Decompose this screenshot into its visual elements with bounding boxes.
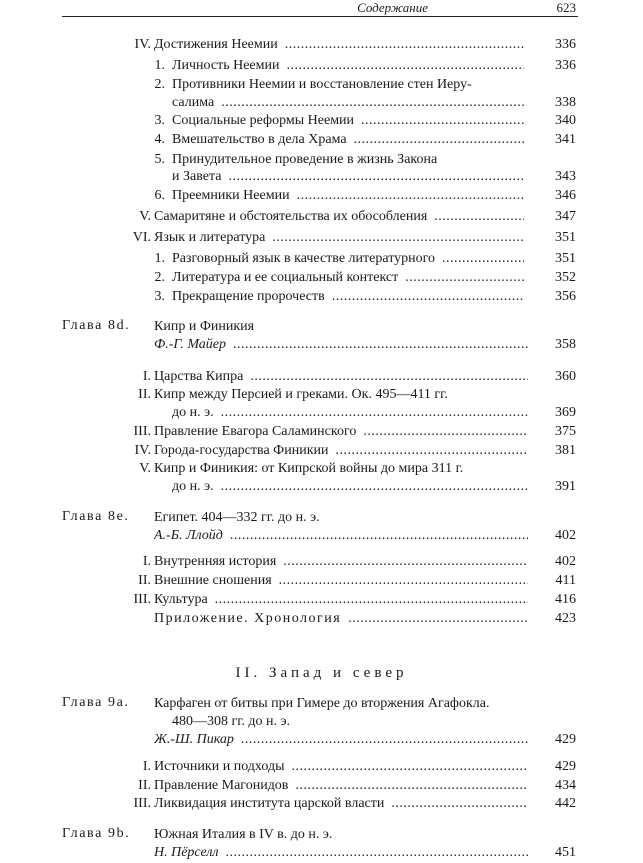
toc-entry[interactable]: [0, 460, 643, 478]
toc-entry[interactable]: [0, 777, 643, 795]
item-number: 1.: [154, 58, 165, 73]
page-ref: 358: [555, 337, 576, 352]
toc-entry[interactable]: [0, 168, 643, 186]
toc-entry[interactable]: [0, 94, 643, 112]
toc-entry[interactable]: [0, 591, 643, 609]
roman-numeral: II.: [138, 387, 151, 402]
item-number: 5.: [154, 152, 165, 167]
toc-entry[interactable]: [0, 112, 643, 130]
toc-entry[interactable]: [0, 386, 643, 404]
entry-title: Вмешательство в дела Храма .....: [172, 131, 524, 149]
toc-entry[interactable]: [0, 509, 643, 527]
chapter-label: Глава 9b.: [62, 826, 131, 841]
entry-title: Кипр между Персией и греками. Ок. 495—411 гг.: [154, 387, 448, 402]
entry-title: Ж.-Ш. Пикар .....: [154, 731, 528, 749]
roman-numeral: III.: [133, 592, 151, 607]
toc-entry[interactable]: [0, 288, 643, 306]
toc-entry[interactable]: [0, 844, 643, 862]
toc-entry[interactable]: [0, 553, 643, 571]
page-ref: 429: [555, 732, 576, 747]
page-ref: 356: [555, 289, 576, 304]
entry-title: Кипр и Финикия: от Кипрской войны до мира 311 г.: [154, 461, 464, 476]
page-ref: 351: [555, 251, 576, 266]
toc-entry[interactable]: [0, 610, 643, 628]
running-title: Содержание: [357, 0, 428, 15]
toc-entry[interactable]: [0, 336, 643, 354]
entry-title: Города-государства Финикии .....: [154, 442, 528, 460]
entry-title: Прекращение пророчеств .....: [172, 288, 524, 306]
roman-numeral: I.: [142, 759, 151, 774]
roman-numeral: II.: [138, 778, 151, 793]
toc-entry[interactable]: [0, 795, 643, 813]
toc-entry[interactable]: [0, 758, 643, 776]
entry-title: Внешние сношения .....: [154, 572, 528, 590]
page-ref: 351: [555, 230, 576, 245]
entry-title: Преемники Неемии .....: [172, 187, 524, 205]
entry-title: салима .....: [172, 94, 524, 112]
toc-entry[interactable]: [0, 57, 643, 75]
entry-title: Карфаген от битвы при Гимере до вторжения Агафокла.: [154, 696, 490, 711]
toc-entry[interactable]: [0, 187, 643, 205]
item-number: 2.: [154, 270, 165, 285]
page-ref: 352: [555, 270, 576, 285]
page-ref: 411: [555, 573, 576, 588]
page-ref: 347: [555, 209, 576, 224]
page-ref: 423: [555, 611, 576, 626]
toc-entry[interactable]: [0, 250, 643, 268]
roman-numeral: I.: [142, 369, 151, 384]
chapter-label: Глава 8e.: [62, 509, 130, 524]
entry-title: Разговорный язык в качестве литературного .....: [172, 250, 524, 268]
page-ref: 402: [555, 554, 576, 569]
toc-entry[interactable]: [0, 208, 643, 226]
toc-entry[interactable]: [0, 826, 643, 844]
entry-title: Внутренняя история .....: [154, 553, 528, 571]
toc-entry[interactable]: [0, 404, 643, 422]
toc-entry[interactable]: [0, 423, 643, 441]
page-ref: 369: [555, 405, 576, 420]
toc-entry[interactable]: [0, 572, 643, 590]
roman-numeral: V.: [139, 209, 151, 224]
toc-entry[interactable]: [0, 442, 643, 460]
toc-entry[interactable]: [0, 478, 643, 496]
item-number: 2.: [154, 77, 165, 92]
chapter-label: Глава 8d.: [62, 318, 131, 333]
running-header: [62, 0, 578, 17]
entry-title: Правление Магонидов .....: [154, 777, 528, 795]
entry-title: Культура .....: [154, 591, 528, 609]
entry-title: Н. Пёрселл .....: [154, 844, 528, 862]
page-ref: 336: [555, 37, 576, 52]
roman-numeral: VI.: [132, 230, 151, 245]
entry-title: Самаритяне и обстоятельства их обособления .....: [154, 208, 524, 226]
item-number: 4.: [154, 132, 165, 147]
entry-title: до н. э. .....: [172, 404, 528, 422]
item-number: 1.: [154, 251, 165, 266]
roman-numeral: I.: [142, 554, 151, 569]
entry-title: Приложение. Хронология .....: [154, 610, 528, 628]
page-ref: 451: [555, 845, 576, 860]
page-ref: 381: [555, 443, 576, 458]
page-ref: 416: [555, 592, 576, 607]
page-ref: 442: [555, 796, 576, 811]
roman-numeral: II.: [138, 573, 151, 588]
toc-entry[interactable]: [0, 76, 643, 94]
entry-title: Социальные реформы Неемии .....: [172, 112, 524, 130]
toc-entry[interactable]: [0, 151, 643, 169]
entry-title: Источники и подходы .....: [154, 758, 528, 776]
entry-title: Достижения Неемии .....: [154, 36, 524, 54]
item-number: 6.: [154, 188, 165, 203]
entry-title: Египет. 404—332 гг. до н. э.: [154, 510, 320, 525]
page-ref: 346: [555, 188, 576, 203]
page-number: 623: [556, 0, 576, 15]
chapter-label: Глава 9a.: [62, 695, 130, 710]
page-ref: 375: [555, 424, 576, 439]
page-ref: 338: [555, 95, 576, 110]
roman-numeral: V.: [139, 461, 151, 476]
item-number: 3.: [154, 113, 165, 128]
toc-entry[interactable]: [0, 527, 643, 545]
page-ref: 341: [555, 132, 576, 147]
page-ref: 402: [555, 528, 576, 543]
page-ref: 340: [555, 113, 576, 128]
toc-entry[interactable]: [0, 731, 643, 749]
page-ref: 434: [555, 778, 576, 793]
page-ref: 429: [555, 759, 576, 774]
roman-numeral: IV.: [134, 37, 151, 52]
toc-entry[interactable]: [0, 368, 643, 386]
toc-entry[interactable]: [0, 229, 643, 247]
entry-title: до н. э. .....: [172, 478, 528, 496]
toc-entry[interactable]: [0, 695, 643, 713]
page-ref: 391: [555, 479, 576, 494]
toc-entry[interactable]: [0, 131, 643, 149]
entry-title: Южная Италия в IV в. до н. э.: [154, 827, 333, 842]
page-ref: 360: [555, 369, 576, 384]
roman-numeral: III.: [133, 796, 151, 811]
toc-entry[interactable]: [0, 36, 643, 54]
entry-title: Царства Кипра .....: [154, 368, 528, 386]
entry-title: Личность Неемии .....: [172, 57, 524, 75]
entry-title: А.-Б. Ллойд .....: [154, 527, 528, 545]
entry-title: 480—308 гг. до н. э.: [172, 714, 291, 729]
roman-numeral: III.: [133, 424, 151, 439]
entry-title: Язык и литература .....: [154, 229, 524, 247]
page-ref: 343: [555, 169, 576, 184]
entry-title: Противники Неемии и восстановление стен Иеру-: [172, 77, 472, 92]
entry-title: Правление Евагора Саламинского .....: [154, 423, 528, 441]
toc-entry[interactable]: [0, 713, 643, 731]
entry-title: Ф.-Г. Майер .....: [154, 336, 528, 354]
entry-title: Литература и ее социальный контекст .....: [172, 269, 524, 287]
entry-title: Кипр и Финикия: [154, 319, 255, 334]
roman-numeral: IV.: [134, 443, 151, 458]
page-ref: 336: [555, 58, 576, 73]
toc-entry[interactable]: [0, 269, 643, 287]
entry-title: Ликвидация института царской власти .....: [154, 795, 528, 813]
section-heading: II. Запад и север: [235, 665, 408, 681]
entry-title: и Завета .....: [172, 168, 524, 186]
entry-title: Принудительное проведение в жизнь Закона: [172, 152, 438, 167]
toc-entry[interactable]: [0, 318, 643, 336]
item-number: 3.: [154, 289, 165, 304]
